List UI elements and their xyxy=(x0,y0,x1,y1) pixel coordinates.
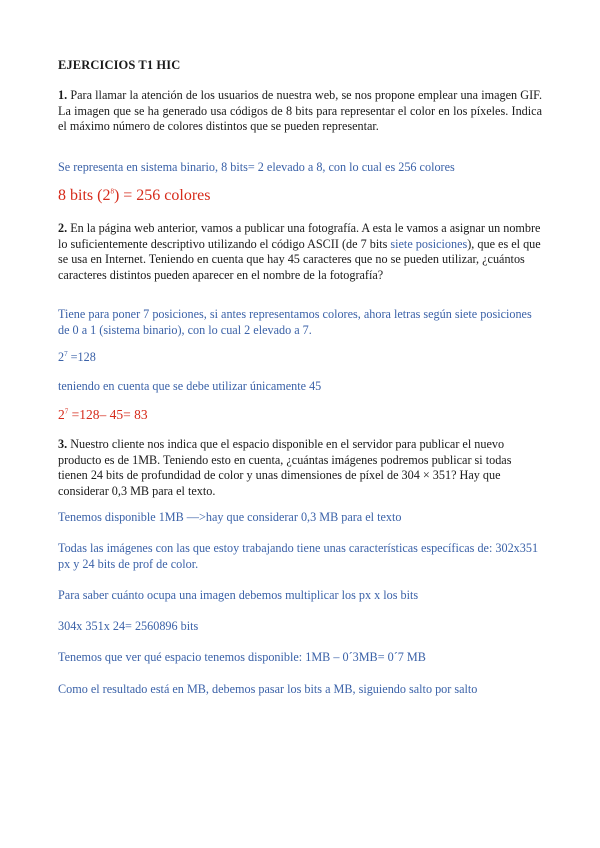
question-3-number: 3. xyxy=(58,437,68,451)
power-base: 2 xyxy=(58,350,65,364)
power-rest: =128 xyxy=(67,350,96,364)
question-3 xyxy=(58,437,542,499)
document-title: EJERCICIOS T1 HIC xyxy=(58,58,181,72)
question-1-text: Para llamar la atención de los usuarios de nuestra web, se nos propone emplear una imagen GIF. La imagen que se ha generado usa códigos de 8 bits para representar el color en los píxeles. Indica el máximo número de colores distintos que se pueden representar. xyxy=(58,88,542,134)
question-2-number: 2. xyxy=(58,221,68,235)
result-1-prefix: 8 bits (2 xyxy=(58,187,111,204)
question-2-highlight: siete posiciones xyxy=(390,236,468,251)
answer-3-line-6: Como el resultado está en MB, debemos pasar los bits a MB, siguiendo salto por salto xyxy=(58,682,478,696)
result-1-exponent: 8 xyxy=(110,187,114,196)
question-2-text-a: En la página web anterior, vamos a publicar una fotografía. A esta le vamos a asignar un nombre lo suficientemente descriptivo utilizando el código ASCII (de 7 bits xyxy=(58,221,541,251)
result-2-exponent: 7 xyxy=(64,407,69,416)
answer-3-line-1: Tenemos disponible 1MB —>hay que considerar 0,3 MB para el texto xyxy=(58,510,402,524)
question-3-text: Nuestro cliente nos indica que el espacio disponible en el servidor para publicar el nuevo producto es de 1MB. Teniendo esto en cuenta, ¿cuántas imágenes podremos publicar si todas tienen 24 bits de profundidad de color y unas dimensiones de píxel de 304 × 351? Hay que considerar 0,3 MB para el texto. xyxy=(58,437,512,498)
result-1 xyxy=(58,186,542,206)
answer-3-line-2: Todas las imágenes con las que estoy trabajando tiene unas características específicas de: 302x351 px y 24 bits de prof de color. xyxy=(58,541,539,571)
result-2-rest: =128– 45= 83 xyxy=(68,407,148,422)
result-1-suffix: ) = 256 colores xyxy=(113,187,211,204)
power-line xyxy=(58,350,542,366)
result-2 xyxy=(58,407,542,423)
answer-3-line-3: Para saber cuánto ocupa una imagen debemos multiplicar los px x los bits xyxy=(58,588,419,602)
answer-2: Tiene para poner 7 posiciones, si antes representamos colores, ahora letras según siete posiciones de 0 a 1 (sistema binario), con lo cual 2 elevado a 7. xyxy=(58,307,532,337)
question-1 xyxy=(58,88,542,135)
result-2-base: 2 xyxy=(58,407,65,422)
question-2-text-b: ), que es el que se usa en Internet. Teniendo en cuenta que hay 45 caracteres que no se pueden utilizar, ¿cuántos caracteres distintos pueden aparecer en el nombre de la fotografía? xyxy=(58,236,541,282)
answer-2-note: teniendo en cuenta que se debe utilizar únicamente 45 xyxy=(58,379,322,393)
question-1-number: 1. xyxy=(58,88,68,102)
answer-3-line-5: Tenemos que ver qué espacio tenemos disponible: 1MB – 0´3MB= 0´7 MB xyxy=(58,650,426,664)
answer-3-line-4: 304x 351x 24= 2560896 bits xyxy=(58,619,199,633)
question-2 xyxy=(58,221,542,283)
power-exponent: 7 xyxy=(64,349,68,358)
answer-1: Se representa en sistema binario, 8 bits= 2 elevado a 8, con lo cual es 256 colores xyxy=(58,160,455,174)
